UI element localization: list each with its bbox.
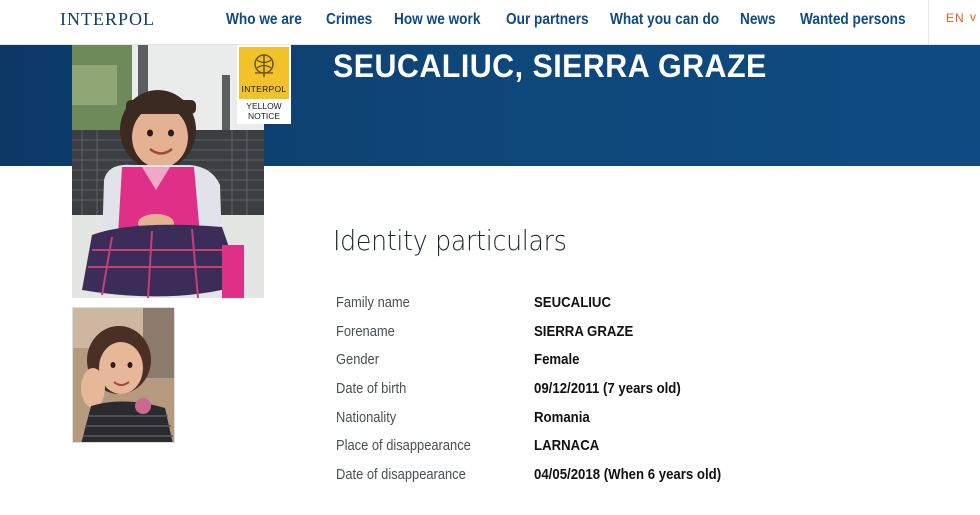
badge-org-label: INTERPOL: [241, 84, 287, 94]
nav-crimes[interactable]: Crimes: [326, 11, 373, 28]
top-navigation: [0, 0, 980, 45]
detail-value: SEUCALIUC: [534, 294, 612, 311]
child-thumbnail-illustration: [73, 308, 175, 443]
interpol-logo[interactable]: INTERPOL: [60, 9, 155, 29]
badge-notice-label: [239, 99, 289, 123]
badge-notice-line-2: NOTICE: [247, 111, 281, 121]
interpol-emblem-icon: [253, 53, 275, 79]
detail-label: Forename: [336, 322, 395, 340]
detail-label: Date of birth: [336, 380, 407, 398]
nav-wanted-persons[interactable]: Wanted persons: [800, 11, 906, 28]
detail-label: Gender: [336, 351, 380, 369]
detail-label: Family name: [336, 294, 410, 311]
section-title-identity: Identity particulars: [333, 224, 567, 257]
detail-value: Female: [534, 351, 580, 369]
nav-what-you-can-do[interactable]: What you can do: [610, 11, 720, 28]
main-photo[interactable]: [72, 45, 264, 298]
detail-value: SIERRA GRAZE: [534, 322, 634, 340]
detail-row-family-name: [336, 294, 936, 323]
detail-value: 09/12/2011 (7 years old): [534, 380, 681, 398]
detail-row-forename: [336, 323, 936, 352]
detail-row-nationality: [336, 409, 936, 438]
detail-value: LARNACA: [534, 437, 600, 455]
badge-notice-line-1: YELLOW: [246, 101, 282, 111]
detail-row-place-of-disappearance: [336, 437, 936, 466]
detail-label: Date of disappearance: [336, 466, 466, 484]
nav-our-partners[interactable]: Our partners: [506, 11, 589, 28]
detail-value: 04/05/2018 (When 6 years old): [534, 466, 722, 484]
detail-row-gender: [336, 351, 936, 380]
yellow-notice-badge: [237, 45, 291, 124]
person-name-title: SEUCALIUC, SIERRA GRAZE: [333, 48, 767, 84]
detail-row-date-of-birth: [336, 380, 936, 409]
detail-value: Romania: [534, 408, 590, 426]
identity-details-list: [336, 294, 936, 495]
language-selector[interactable]: [928, 0, 980, 45]
child-photo-illustration: [72, 45, 264, 298]
nav-how-we-work[interactable]: How we work: [394, 11, 481, 28]
detail-row-date-of-disappearance: [336, 466, 936, 495]
main-menu: [226, 11, 926, 29]
thumbnail-photo[interactable]: [72, 307, 175, 443]
nav-who-we-are[interactable]: Who we are: [226, 11, 302, 28]
detail-label: Nationality: [336, 408, 397, 426]
language-label: EN: [946, 11, 965, 25]
detail-label: Place of disappearance: [336, 437, 471, 455]
chevron-down-icon: v: [970, 10, 976, 24]
nav-news[interactable]: News: [740, 11, 776, 28]
